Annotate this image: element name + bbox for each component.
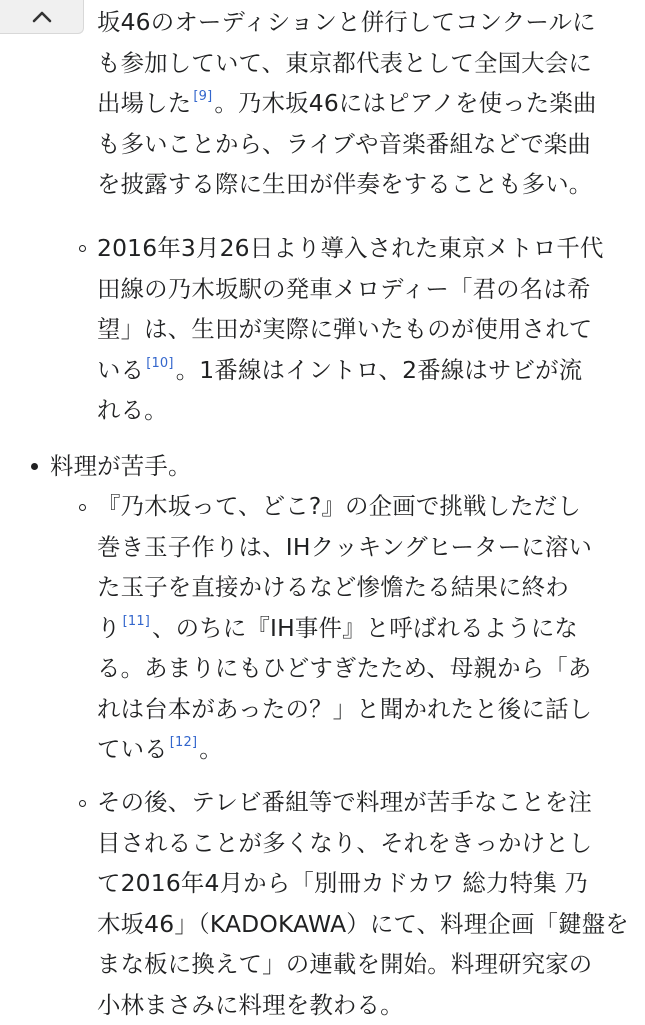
text-line: 望」は、生田が実際に弾いたものが使用されて [97, 309, 604, 350]
text-line: その後、テレビ番組等で料理が苦手なことを注 [97, 782, 629, 823]
sub-bullet-icon [79, 245, 86, 252]
text-line: も参加していて、東京都代表として全国大会に [97, 43, 597, 84]
text-line: まな板に換えて」の連載を開始。料理研究家の [97, 944, 629, 985]
sub-bullet-icon [79, 504, 86, 511]
citation-link-10[interactable]: [10] [144, 356, 176, 371]
cooking-item [50, 446, 192, 487]
text-line: る。あまりにもひどすぎたため、母親から「あ [97, 648, 592, 689]
text-line: 出場した [9]。乃木坂46にはピアノを使った楽曲 [97, 83, 597, 124]
text-line: て2016年4月から「別冊カドカワ 総力特集 乃 [97, 863, 629, 904]
text-line: も多いことから、ライブや音楽番組などで楽曲 [97, 124, 597, 165]
text-line: 料理が苦手。 [50, 446, 192, 487]
text-line: 巻き玉子作りは、IHクッキングヒーターに溶い [97, 527, 592, 568]
collapse-section-button[interactable] [0, 0, 84, 34]
piano-paragraph [97, 2, 597, 205]
text-line: 小林まさみに料理を教わる。 [97, 985, 629, 1025]
text-line: た玉子を直接かけるなど惨憺たる結果に終わ [97, 567, 592, 608]
text-line: 2016年3月26日より導入された東京メトロ千代 [97, 228, 604, 269]
text-line: れは台本があったの？」と聞かれたと後に話し [97, 689, 592, 730]
citation-link-11[interactable]: [11] [121, 614, 153, 629]
chevron-up-icon [31, 10, 53, 24]
text-line: いる [10]。1番線はイントロ、2番線はサビが流 [97, 350, 604, 391]
citation-link-12[interactable]: [12] [168, 735, 200, 750]
sub-bullet-icon [79, 800, 86, 807]
text-line: 目されることが多くなり、それをきっかけとし [97, 823, 629, 864]
text-line: 『乃木坂って、どこ?』の企画で挑戦しただし [97, 486, 592, 527]
citation-link-9[interactable]: [9] [191, 89, 214, 104]
text-line: り [11]、のちに『IH事件』と呼ばれるようにな [97, 608, 592, 649]
bullet-icon [31, 463, 38, 470]
text-line: 坂46のオーディションと併行してコンクールに [97, 2, 597, 43]
text-line: れる。 [97, 390, 604, 431]
text-line: 田線の乃木坂駅の発車メロディー「君の名は希 [97, 269, 604, 310]
text-line: を披露する際に生田が伴奏をすることも多い。 [97, 164, 597, 205]
ih-incident-paragraph [97, 486, 592, 770]
departure-melody-paragraph [97, 228, 604, 431]
text-line: 木坂46」（KADOKAWA）にて、料理企画「鍵盤を [97, 904, 629, 945]
text-line: ている [12]。 [97, 729, 592, 770]
cooking-series-paragraph [97, 782, 629, 1025]
